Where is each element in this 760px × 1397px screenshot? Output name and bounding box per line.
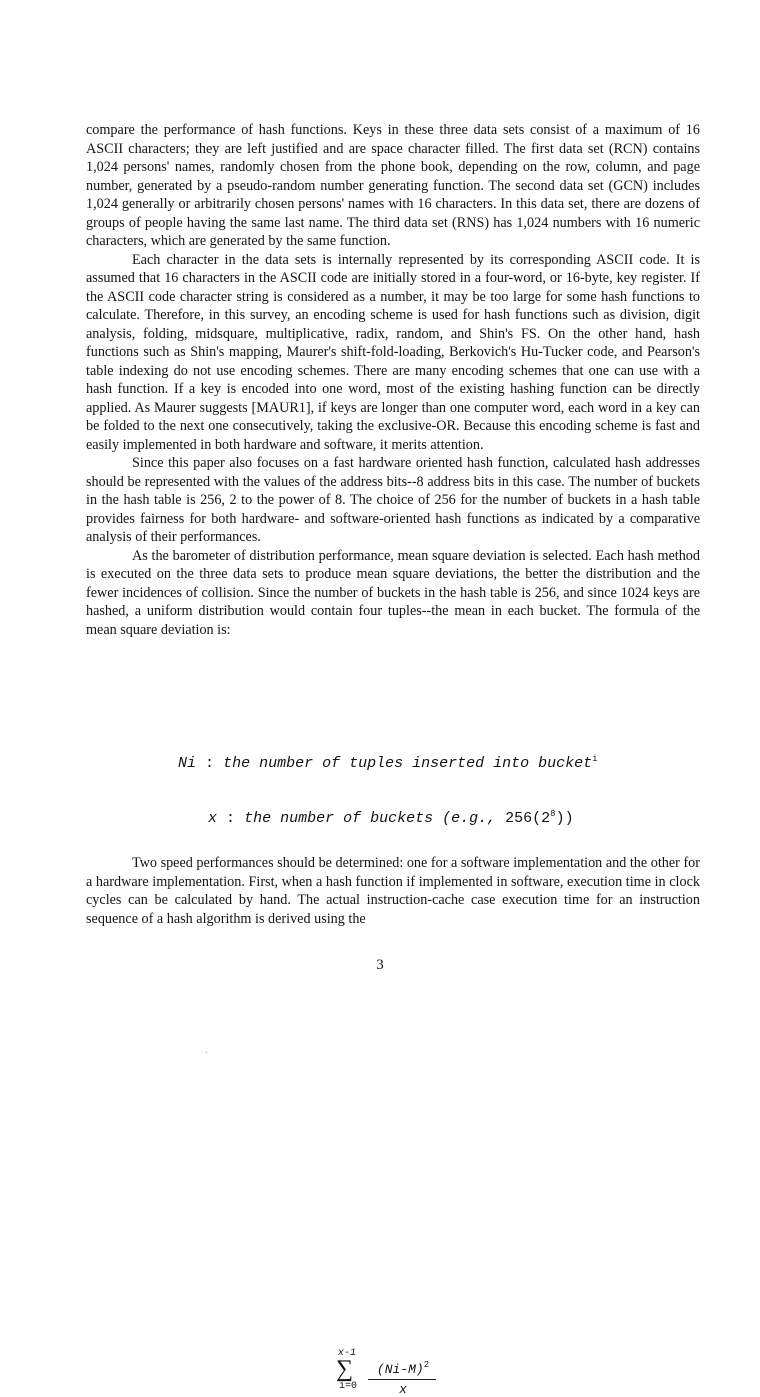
paragraph-speed-performance: Two speed performances should be determined: one for a software implementation and the other for a hardware implementation. First, when a hash function if implemented in software, execution time in clock cycles can be calculated by hand. The actual instruction-cache case execution time for an instruction sequence of a hash algorithm is derived using the [86,855,700,927]
page-number: 3 [376,957,384,973]
paragraph-address-bits: Since this paper also focuses on a fast hardware oriented hash function, calculated hash addresses should be represented with the values of the address bits--8 address bits in this case. The number of buckets in the hash table is 256, 2 to the power of 8. The choice of 256 for the number of buckets in a hash table provides fairness for both hardware- and software-oriented hash functions as indicated by a comparative analysis of their performances. [86,455,700,545]
paragraph-mean-square: As the barometer of distribution performance, mean square deviation is selected. Each hash method is executed on the three data sets to produce mean square deviations, the better the distribution and the fewer incidences of collision. Since the number of buckets in the hash table is 256, and since 1024 keys are hashed, a uniform distribution would contain four tuples--the mean in each bucket. The formula of the mean square deviation is: [86,547,700,638]
sum-upper-limit: x-1 [338,1348,357,1359]
sum-lower-limit: i=0 [339,1381,358,1392]
paragraph-encoding: Each character in the data sets is internally represented by its corresponding ASCII code. It is assumed that 16 characters in the ASCII code are initially stored in a four-word, or 16-byte, key register. If the ASCII code character string is considered as a number, it may be too large for some hash functions to calculate. Therefore, in this survey, an encoding scheme is used for hash functions such as division, digit analysis, folding, midsquare, multiplicative, radix, random, and Shin's FS. On the other hand, hash functions such as Shin's mapping, Maurer's shift-fold-loading, Berkovich's Hu-Tucker code, and Pearson's table indexing do not use encoding schemes. There are many encoding schemes that one can use with a hash function. If a key is encoded into one word, most of the existing hashing function can be directly applied. As Maurer suggests [MAUR1], if keys are longer than one computer word, each word in a key can be folded to the next one consecutively, taking the exclusive-OR. Because this encoding scheme is fast and easily implemented in both hardware and software, it merits attention. [86,251,700,453]
fraction-numerator: $(Ni-M)^2$ [376,1360,430,1377]
definition-x-text: the number of buckets [244,810,434,827]
summation-symbol: ∑ [336,1356,354,1382]
fraction-denominator: x [399,1382,407,1397]
fraction-bar [368,1379,436,1380]
scan-speck [206,1052,207,1053]
closing-text [86,854,700,928]
paragraph-data-sets: compare the performance of hash functions. Keys in these three data sets consist of a maximum of 16 ASCII characters; they are left justified and are space character filled. The first data set (RCN) contains 1,024 persons' names, randomly chosen from the phone book, depending on the row, column, and page number, generated by a pseudo-random number generating function. The second data set (GCN) includes 1,024 generally or arbitrarily chosen persons' names with 16 characters. In this data set, there are dozens of groups of people having the same last name. The third data set (RNS) has 1,024 numbers with 16 numeric characters, which are generated by the same function. [86,122,700,249]
definition-x-value: $256(2^8)$) [505,809,574,827]
definition-x-symbol: x [208,810,218,827]
definition-ni-text: the number of tuples inserted into bucket [223,755,593,772]
definition-ni: Ni : the number of tuples inserted into bucket$^i$ [178,754,598,772]
definition-x: x : the number of buckets (e.g., $256(2^8)$) [208,809,574,827]
body-text [86,121,700,639]
definition-ni-symbol: Ni [178,755,197,772]
